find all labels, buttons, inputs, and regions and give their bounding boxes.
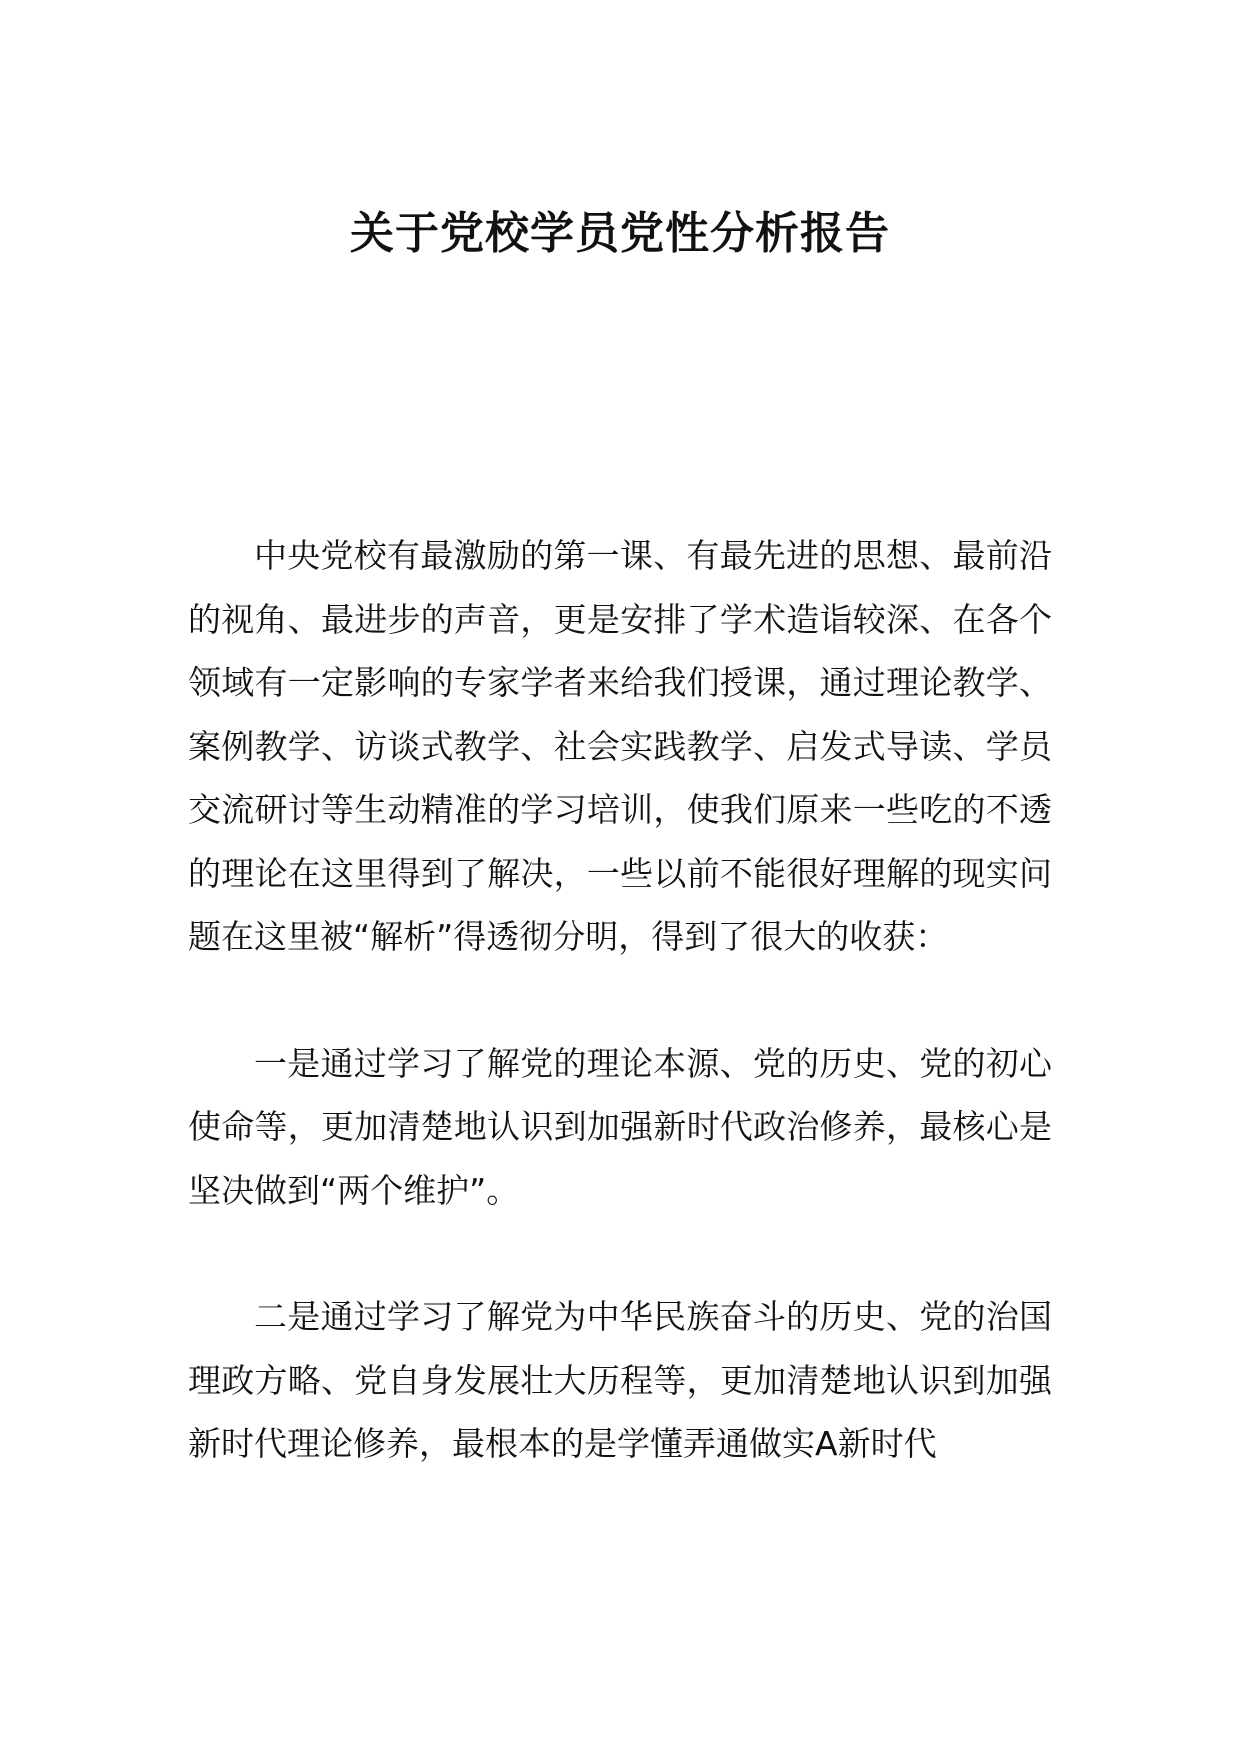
paragraph-intro: 中央党校有最激励的第一课、有最先进的思想、最前沿的视角、最进步的声音，更是安排了学术造诣较深、在各个领域有一定影响的专家学者来给我们授课，通过理论教学、案例教学、访谈式教学、社会实践教学、启发式导读、学员交流研讨等生动精准的学习培训，使我们原来一些吃的不透的理论在这里得到了解决，一些以前不能很好理解的现实问题在这里被“解析”得透彻分明，得到了很大的收获： (188, 536, 1052, 956)
paragraph-point-one: 一是通过学习了解党的理论本源、党的历史、党的初心使命等，更加清楚地认识到加强新时代政治修养，最核心是坚决做到“两个维护”。 (188, 1043, 1052, 1210)
document-body (188, 524, 1052, 1476)
paragraph-point-two: 二是通过学习了解党为中华民族奋斗的历史、党的治国理政方略、党自身发展壮大历程等，更加清楚地认识到加强新时代理论修养，最根本的是学懂弄通做实A新时代 (188, 1297, 1052, 1463)
document-title: 关于党校学员党性分析报告 (350, 208, 890, 259)
